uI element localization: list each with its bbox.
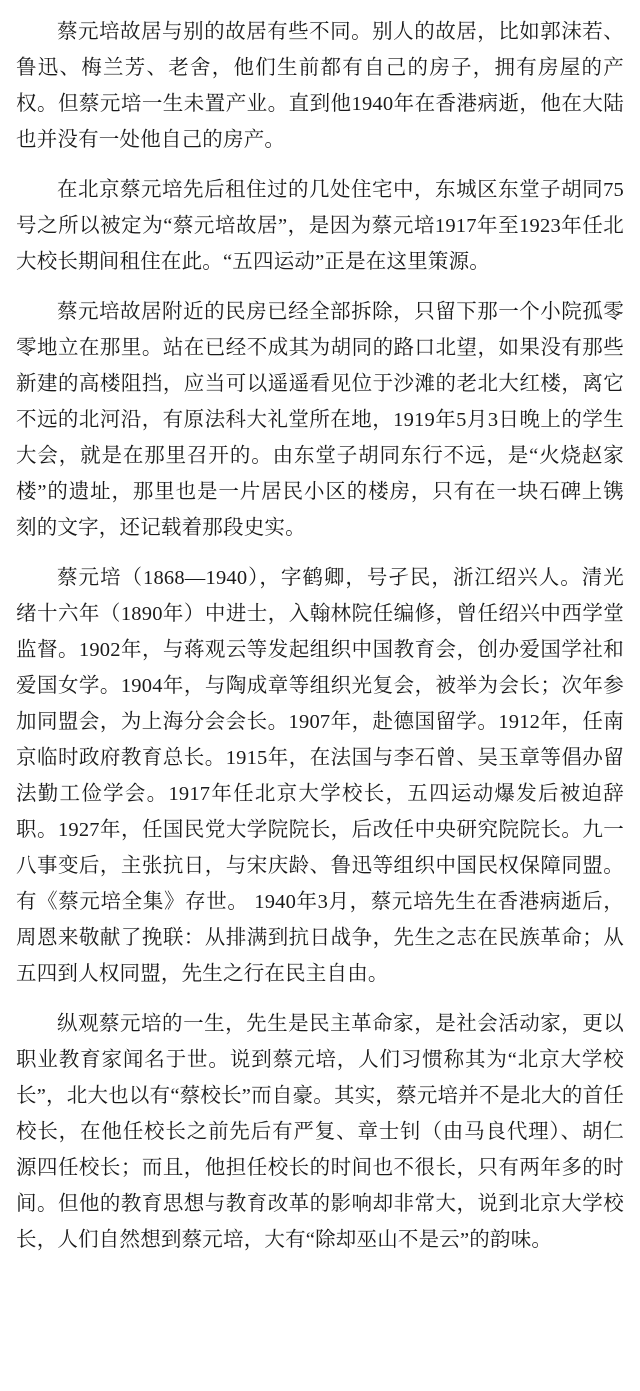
- paragraph: 蔡元培故居附近的民房已经全部拆除，只留下那一个小院孤零零地立在那里。站在已经不成其为胡同的路口北望，如果没有那些新建的高楼阻挡，应当可以遥遥看见位于沙滩的老北大红楼，离它不远的北河沿，有原法科大礼堂所在地，1919年5月3日晚上的学生大会，就是在那里召开的。由东堂子胡同东行不远，是“火烧赵家楼”的遗址，那里也是一片居民小区的楼房，只有在一块石碑上镌刻的文字，还记载着那段史实。: [16, 301, 624, 539]
- paragraph: 在北京蔡元培先后租住过的几处住宅中，东城区东堂子胡同75号之所以被定为“蔡元培故居”，是因为蔡元培1917年至1923年任北大校长期间租住在此。“五四运动”正是在这里策源。: [16, 179, 624, 273]
- paragraph: 蔡元培（1868—1940），字鹤卿，号孑民，浙江绍兴人。清光绪十六年（1890年）中进士，入翰林院任编修，曾任绍兴中西学堂监督。1902年，与蒋观云等发起组织中国教育会，创办爱国学社和爱国女学。1904年，与陶成章等组织光复会，被举为会长；次年参加同盟会，为上海分会会长。1907年，赴德国留学。1912年，任南京临时政府教育总长。1915年，在法国与李石曾、吴玉章等倡办留法勤工俭学会。1917年任北京大学校长，五四运动爆发后被迫辞职。1927年，任国民党大学院院长，后改任中央研究院院长。九一八事变后，主张抗日，与宋庆龄、鲁迅等组织中国民权保障同盟。有《蔡元培全集》存世。 1940年3月，蔡元培先生在香港病逝后，周恩来敬献了挽联：从排满到抗日战争，先生之志在民族革命；从五四到人权同盟，先生之行在民主自由。: [16, 567, 624, 985]
- paragraph: 纵观蔡元培的一生，先生是民主革命家，是社会活动家，更以职业教育家闻名于世。说到蔡元培，人们习惯称其为“北京大学校长”，北大也以有“蔡校长”而自豪。其实，蔡元培并不是北大的首任校长，在他任校长之前先后有严复、章士钊（由马良代理）、胡仁源四任校长；而且，他担任校长的时间也不很长，只有两年多的时间。但他的教育思想与教育改革的影响却非常大，说到北京大学校长，人们自然想到蔡元培，大有“除却巫山不是云”的韵味。: [16, 1013, 624, 1251]
- paragraph: 蔡元培故居与别的故居有些不同。别人的故居，比如郭沫若、鲁迅、梅兰芳、老舍，他们生前都有自己的房子，拥有房屋的产权。但蔡元培一生未置产业。直到他1940年在香港病逝，他在大陆也并没有一处他自己的房产。: [16, 21, 624, 151]
